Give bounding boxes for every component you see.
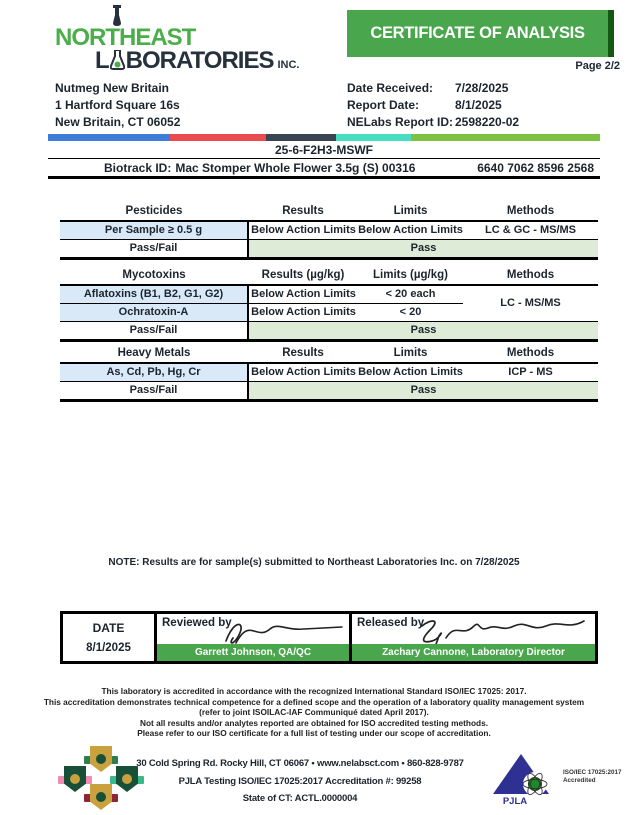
pass-fail-label: Pass/Fail — [60, 382, 248, 401]
logo-text-boratories: BORATORIES — [125, 47, 274, 74]
column-header: Limits (µg/kg) — [358, 267, 463, 285]
pass-fail-row — [60, 382, 598, 401]
note-text: NOTE: Results are for sample(s) submitted to Northeast Laboratories Inc. on 7/28/2025 — [108, 557, 520, 568]
brand-color-bar — [48, 134, 600, 141]
analyte-cell: Per Sample ≥ 0.5 g — [60, 221, 248, 240]
client-address-block — [55, 80, 180, 131]
pass-fail-label: Pass/Fail — [60, 322, 248, 341]
logo-text-l: L — [95, 47, 109, 74]
divider-thick — [48, 176, 600, 179]
banner-title: CERTIFICATE OF ANALYSIS — [370, 24, 585, 42]
limit-cell: < 20 each — [358, 285, 463, 304]
method-cell: LC - MS/MS — [463, 285, 598, 322]
page-number: Page 2/2 — [575, 60, 620, 72]
released-by-name: Zachary Cannone, Laboratory Director — [352, 644, 595, 661]
flask-icon — [110, 50, 125, 70]
bar-segment-dark — [266, 134, 336, 141]
table-header-row — [60, 267, 598, 285]
released-by-label: Released by — [357, 617, 425, 629]
limit-cell: Below Action Limits — [358, 221, 463, 240]
column-header: Limits — [358, 345, 463, 363]
accreditation-block — [34, 686, 594, 739]
table-header-row — [60, 345, 598, 363]
report-meta-block — [347, 80, 519, 131]
column-header: Limits — [358, 203, 463, 221]
table-header-row — [60, 203, 598, 221]
certificate-of-analysis-banner — [347, 10, 614, 57]
pass-fail-row — [60, 240, 598, 259]
logo-text-northeast: NORTHEAST — [55, 24, 196, 51]
pass-fail-value: Pass — [248, 382, 598, 401]
result-cell: Below Action Limits — [248, 221, 358, 240]
pass-fail-label: Pass/Fail — [60, 240, 248, 259]
method-cell: ICP - MS — [463, 363, 598, 382]
table-row — [60, 363, 598, 382]
pass-fail-row — [60, 322, 598, 341]
client-street: 1 Hartford Square 16s — [55, 98, 180, 112]
pjla-cert: ISO/IEC 17025:2017 — [563, 769, 622, 776]
table-row — [60, 221, 598, 240]
biotrack-id — [104, 161, 415, 175]
analyte-cell: Aflatoxins (B1, B2, G1, G2) — [60, 285, 248, 304]
badge-icon — [90, 746, 112, 772]
bar-segment-blue — [48, 134, 170, 141]
pass-fail-value: Pass — [248, 240, 598, 259]
column-header: Pesticides — [60, 203, 248, 221]
footer-state-line: State of CT: ACTL.0000004 — [242, 793, 358, 804]
reviewed-by-name: Garrett Johnson, QA/QC — [157, 644, 349, 661]
footer-contact-block — [115, 755, 485, 808]
bar-segment-teal — [336, 134, 411, 141]
badge-icon — [64, 766, 86, 792]
column-header: Methods — [463, 203, 598, 221]
accreditation-line: (refer to joint ISOILAC-IAF Communiqué dated April 2017). — [199, 707, 429, 717]
pjla-accreditation-text — [563, 769, 621, 785]
meta-value: 2598220-02 — [455, 115, 520, 129]
bar-segment-red — [170, 134, 266, 141]
limit-cell: < 20 — [358, 304, 463, 322]
table-row — [60, 285, 598, 304]
column-header: Results — [248, 203, 358, 221]
bar-segment-green — [411, 134, 600, 141]
svg-text:PJLA: PJLA — [502, 796, 528, 806]
pass-fail-value: Pass — [248, 322, 598, 341]
client-city: New Britain, CT 06052 — [55, 115, 181, 129]
footer-pjla-line: PJLA Testing ISO/IEC 17025:2017 Accreditation #: 99258 — [178, 775, 422, 787]
biotrack-value: Mac Stomper Whole Flower 3.5g (S) 00316 — [175, 161, 416, 175]
logo-text-inc: INC. — [277, 59, 300, 71]
pesticides-table — [60, 203, 598, 260]
released-by-cell — [352, 614, 595, 661]
accreditation-line: This laboratory is accredited in accordance with the recognized International Standard ISO/IEC 17025: 2017. — [101, 686, 527, 696]
meta-label: Report Date: — [347, 98, 420, 112]
meta-row-report-id — [347, 114, 519, 131]
result-cell: Below Action Limits — [248, 285, 358, 304]
pjla-accredited: Accredited — [563, 777, 596, 784]
mycotoxins-table — [60, 267, 598, 342]
biotrack-code: 6640 7062 8596 2568 — [477, 161, 594, 175]
result-cell: Below Action Limits — [248, 304, 358, 322]
column-header: Results — [248, 345, 358, 363]
meta-value: 8/1/2025 — [455, 98, 502, 112]
accreditation-line: Please refer to our ISO certificate for a full list of testing under our scope of accreditation. — [137, 728, 491, 738]
meta-label: Date Received: — [347, 81, 434, 95]
column-header: Heavy Metals — [60, 345, 248, 363]
column-header: Results (µg/kg) — [248, 267, 358, 285]
accreditation-line: This accreditation demonstrates technical competence for a defined scope and the operation of a laboratory quality management system — [43, 696, 585, 707]
result-cell: Below Action Limits — [248, 363, 358, 382]
signoff-date-cell — [63, 614, 157, 661]
meta-row-report-date — [347, 97, 519, 114]
meta-row-date-received — [347, 80, 519, 97]
footer-address-line: 30 Cold Spring Rd. Rocky Hill, CT 06067 • www.nelabsct.com • 860-828-9787 — [136, 758, 464, 769]
divider — [48, 158, 600, 159]
pjla-triangle-atom-icon — [487, 748, 561, 806]
date-value: 8/1/2025 — [86, 642, 131, 654]
pjla-logo — [487, 748, 621, 806]
method-cell: LC & GC - MS/MS — [463, 221, 598, 240]
badge-icon — [90, 784, 112, 810]
logo-line2 — [95, 47, 299, 75]
analyte-cell: Ochratoxin-A — [60, 304, 248, 322]
column-header: Methods — [463, 267, 598, 285]
accreditation-line: Not all results and/or analytes reported are obtained for ISO accredited testing methods. — [139, 717, 489, 728]
signoff-table — [60, 611, 598, 664]
client-name: Nutmeg New Britain — [55, 81, 170, 95]
biotrack-row — [48, 161, 600, 175]
meta-value: 7/28/2025 — [455, 81, 509, 95]
analyte-cell: As, Cd, Pb, Hg, Cr — [60, 363, 248, 382]
reviewed-by-label: Reviewed by — [162, 617, 232, 629]
reviewed-by-cell — [157, 614, 352, 661]
column-header: Methods — [463, 345, 598, 363]
limit-cell: Below Action Limits — [358, 363, 463, 382]
sample-id: 25-6-F2H3-MSWF — [274, 143, 373, 157]
date-label: DATE — [92, 621, 125, 635]
column-header: Mycotoxins — [60, 267, 248, 285]
biotrack-label: Biotrack ID: — [104, 161, 172, 175]
meta-label: NELabs Report ID: — [347, 115, 454, 129]
heavy-metals-table — [60, 345, 598, 402]
